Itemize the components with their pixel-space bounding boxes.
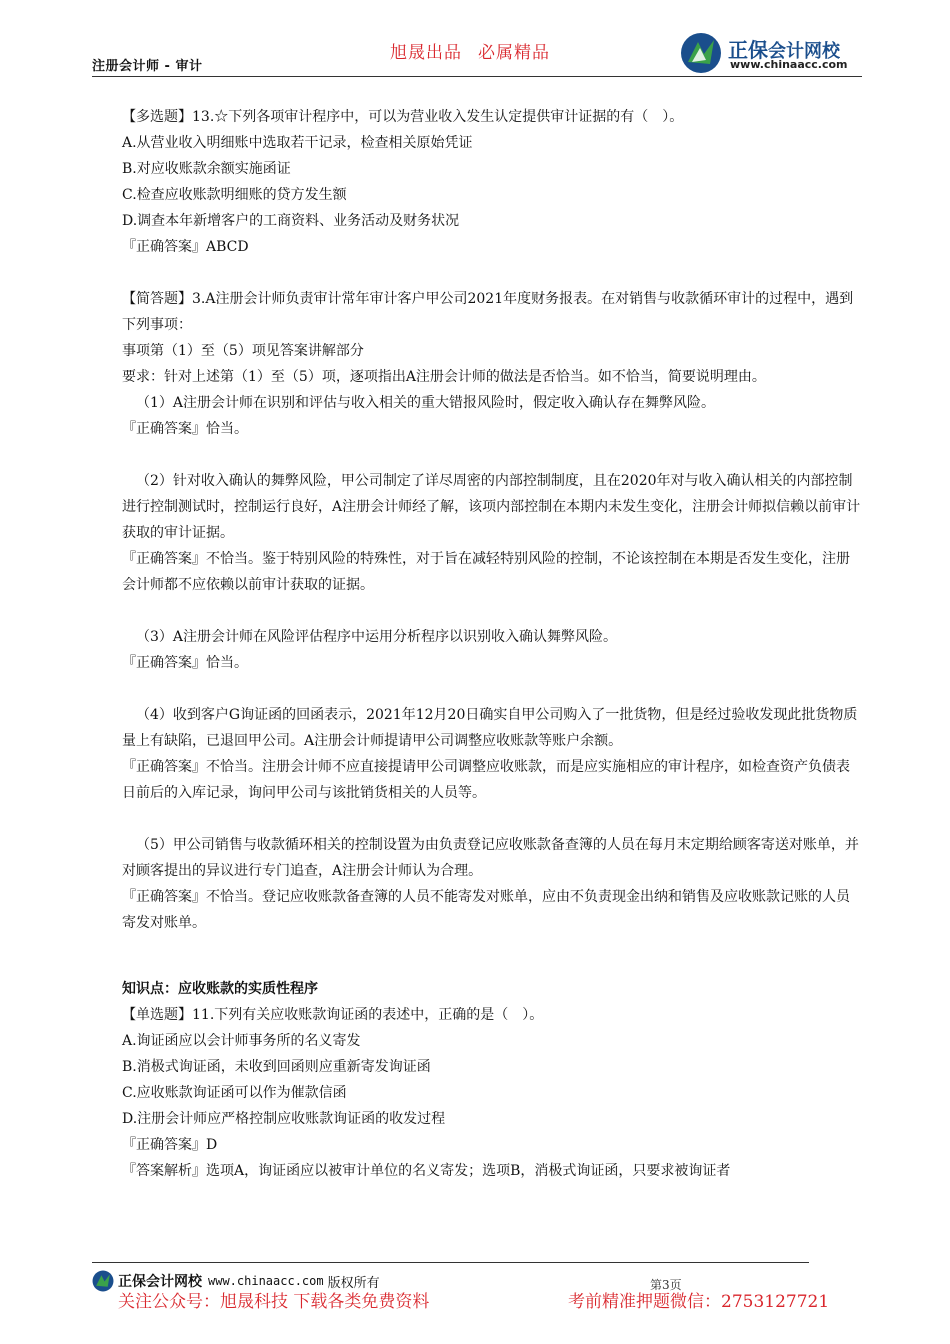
slogan-part-1: 旭晟出品 (390, 43, 462, 63)
header-divider (92, 76, 862, 77)
item-2-answer: 『正确答案』不恰当。鉴于特别风险的特殊性，对于旨在减轻特别风险的控制，不论该控制在本期是否发生变化，注册会计师都不应依赖以前审计获取的证据。 (122, 551, 850, 593)
item-3-answer: 『正确答案』恰当。 (122, 655, 248, 671)
single-choice-option-b: B.消极式询证函，未收到回函则应重新寄发询证函 (122, 1059, 431, 1075)
logo-emblem-icon (680, 32, 722, 74)
single-choice-option-d: D.注册会计师应严格控制应收账款询证函的收发过程 (122, 1111, 446, 1127)
multi-choice-stem: 【多选题】13.☆下列各项审计程序中，可以为营业收入发生认定提供审计证据的有（ ）。 (122, 109, 684, 125)
single-choice-analysis: 『答案解析』选项A，询证函应以被审计单位的名义寄发；选项B，消极式询证函，只要求被询证者 (122, 1163, 731, 1179)
multi-choice-answer: 『正确答案』ABCD (122, 239, 249, 255)
item-4-text: （4）收到客户G询证函的回函表示，2021年12月20日确实自甲公司购入了一批货物，但是经过验收发现此批货物质量上有缺陷，已退回甲公司。A注册会计师提请甲公司调整应收账款等账户余额。 (122, 707, 858, 749)
header-slogan (390, 38, 550, 63)
knowledge-point-title: 知识点：应收账款的实质性程序 (122, 981, 318, 997)
single-choice-option-a: A.询证函应以会计师事务所的名义寄发 (122, 1033, 361, 1049)
footer-logo-icon (92, 1270, 114, 1292)
logo-name-big: 正保 (728, 38, 768, 62)
logo-url: www.chinaacc.com (730, 58, 848, 71)
page-number: 第3页 (650, 1278, 682, 1292)
single-choice-answer: 『正确答案』D (122, 1137, 218, 1153)
footer-divider (92, 1262, 809, 1263)
item-1-answer: 『正确答案』恰当。 (122, 421, 248, 437)
item-5-answer: 『正确答案』不恰当。登记应收账款备查簿的人员不能寄发对账单，应由不负责现金出纳和销售及应收账款记账的人员寄发对账单。 (122, 889, 850, 931)
logo-name-small: 会计网校 (768, 41, 840, 62)
single-choice-option-c: C.应收账款询证函可以作为催款信函 (122, 1085, 347, 1101)
multi-choice-option-c: C.检查应收账款明细账的贷方发生额 (122, 187, 347, 203)
item-5-text: （5）甲公司销售与收款循环相关的控制设置为由负责登记应收账款备查簿的人员在每月末定期给顾客寄送对账单，并对顾客提出的异议进行专门追查，A注册会计师认为合理。 (122, 837, 859, 879)
short-answer-requirement: 要求：针对上述第（1）至（5）项，逐项指出A注册会计师的做法是否恰当。如不恰当，简要说明理由。 (122, 369, 766, 385)
footer-copyright: 版权所有 (327, 1275, 380, 1291)
short-answer-stem: 【简答题】3.A注册会计师负责审计常年审计客户甲公司2021年度财务报表。在对销售与收款循环审计的过程中，遇到下列事项： (122, 291, 854, 333)
slogan-part-2: 必属精品 (478, 43, 550, 63)
document-body (122, 104, 862, 1184)
short-answer-note: 事项第（1）至（5）项见答案讲解部分 (122, 343, 364, 359)
footer-url: www.chinaacc.com (208, 1274, 324, 1288)
multi-choice-option-a: A.从营业收入明细账中选取若干记录，检查相关原始凭证 (122, 135, 473, 151)
single-choice-stem: 【单选题】11.下列有关应收账款询证函的表述中，正确的是（ ）。 (122, 1007, 544, 1023)
footer-promo-contact: 考前精准押题微信：2753127721 (568, 1292, 830, 1312)
multi-choice-option-b: B.对应收账款余额实施函证 (122, 161, 291, 177)
brand-logo (680, 30, 870, 74)
footer-brand-name: 正保会计网校 (118, 1274, 202, 1290)
document-subject: 注册会计师 - 审计 (92, 59, 203, 74)
item-2-text: （2）针对收入确认的舞弊风险，甲公司制定了详尽周密的内部控制制度，且在2020年对与收入确认相关的内部控制进行控制测试时，控制运行良好，A注册会计师经了解，该项内部控制在本期内未发生变化，注册会计师拟信赖以前审计获取的审计证据。 (122, 473, 861, 541)
item-1-text: （1）A注册会计师在识别和评估与收入相关的重大错报风险时，假定收入确认存在舞弊风险。 (136, 395, 716, 411)
footer-promo-wechat-account: 关注公众号：旭晟科技 下载各类免费资料 (118, 1292, 430, 1312)
item-3-text: （3）A注册会计师在风险评估程序中运用分析程序以识别收入确认舞弊风险。 (136, 629, 618, 645)
item-4-answer: 『正确答案』不恰当。注册会计师不应直接提请甲公司调整应收账款，而是应实施相应的审计程序，如检查资产负债表日前后的入库记录，询问甲公司与该批销货相关的人员等。 (122, 759, 850, 801)
multi-choice-option-d: D.调查本年新增客户的工商资料、业务活动及财务状况 (122, 213, 460, 229)
